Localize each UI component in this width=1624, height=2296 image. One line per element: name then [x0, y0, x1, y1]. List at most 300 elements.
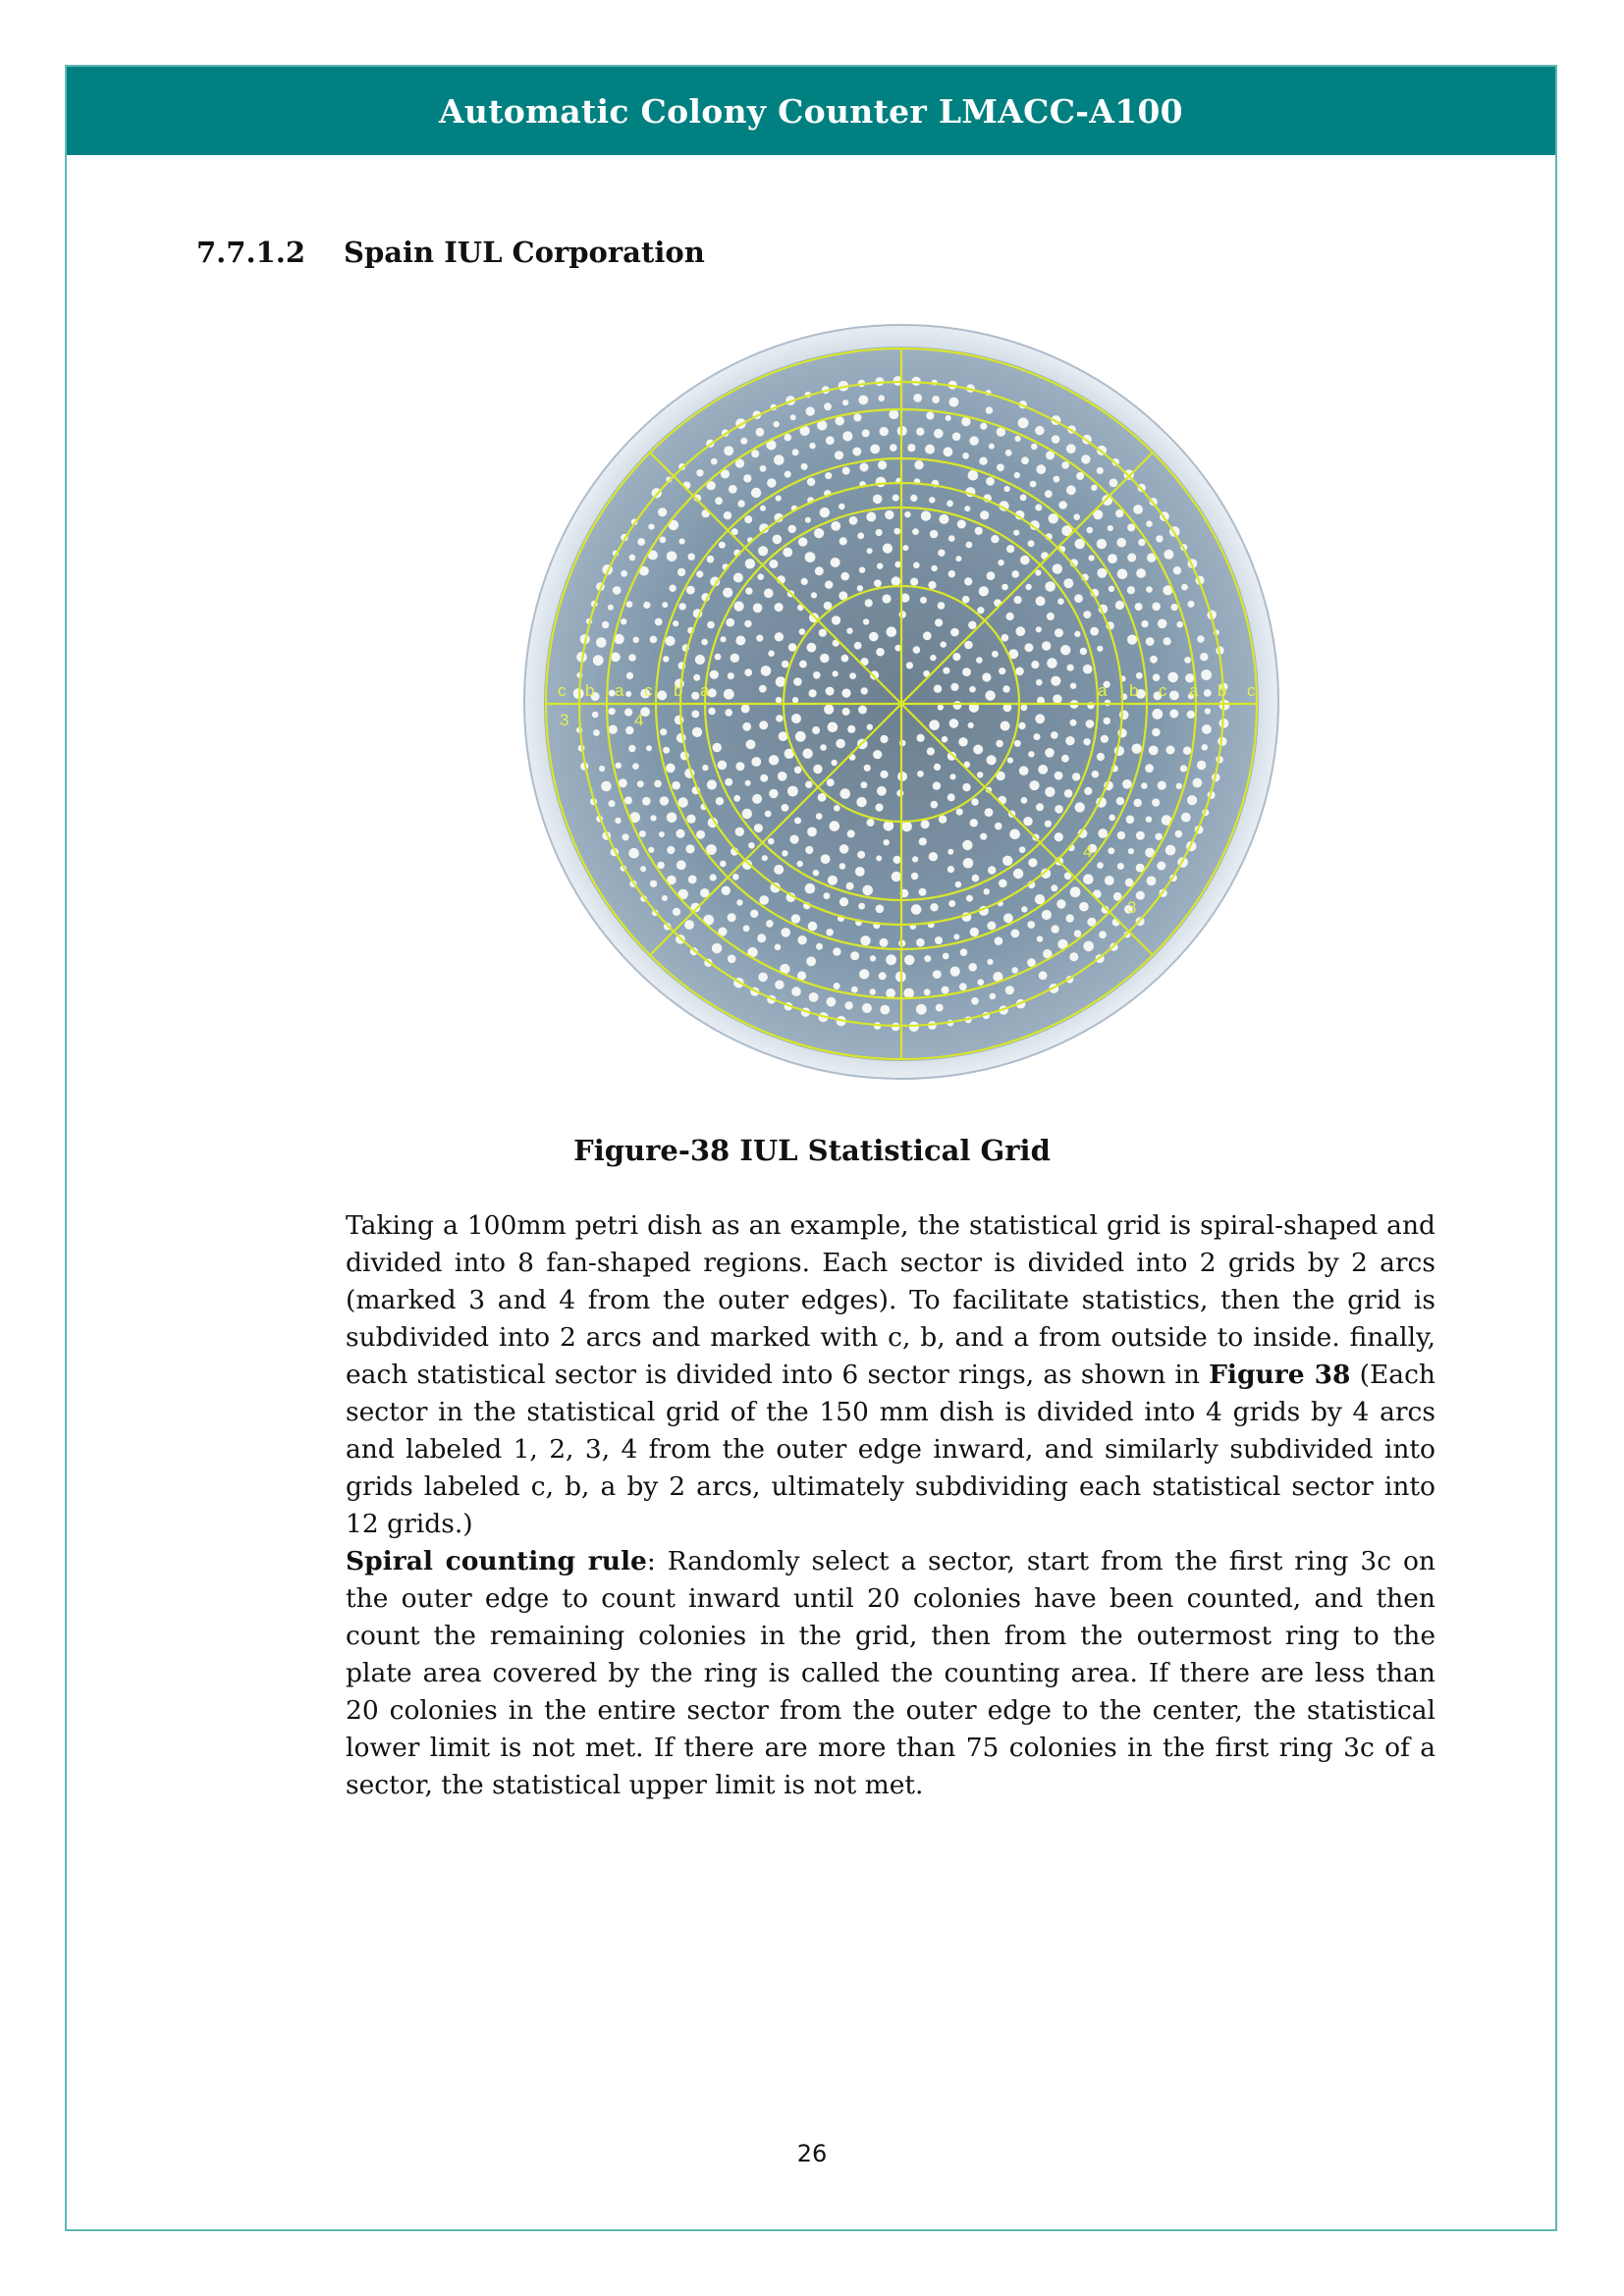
colony	[1147, 877, 1157, 886]
colony	[599, 766, 605, 772]
colony	[1036, 803, 1044, 811]
colony	[950, 683, 958, 691]
colony	[880, 771, 888, 778]
grid-label: c	[644, 681, 653, 700]
colony	[667, 846, 675, 854]
colony	[846, 628, 852, 634]
colony	[995, 936, 1003, 945]
colony	[929, 852, 938, 861]
colony	[1014, 472, 1020, 478]
colony	[745, 587, 752, 594]
colony	[927, 747, 935, 755]
colony	[1187, 711, 1195, 719]
colony	[1167, 672, 1178, 683]
colony	[876, 905, 885, 914]
colony	[1097, 646, 1103, 652]
colony	[787, 786, 798, 797]
colony	[948, 900, 955, 907]
colony	[934, 764, 941, 771]
colony	[948, 535, 955, 542]
colony	[1010, 930, 1019, 938]
colony	[1202, 744, 1209, 751]
colony	[893, 856, 901, 864]
colony	[744, 668, 752, 676]
colony	[942, 987, 949, 994]
colony	[870, 955, 876, 961]
colony	[857, 533, 864, 540]
colony	[673, 908, 680, 916]
colony	[609, 708, 616, 715]
colony	[934, 685, 942, 693]
colony	[624, 709, 632, 717]
colony	[841, 689, 850, 698]
colony	[736, 899, 742, 905]
colony	[745, 559, 755, 568]
colony	[658, 507, 667, 516]
colony	[791, 714, 801, 723]
colony	[1029, 780, 1039, 790]
colony	[769, 789, 778, 798]
colony	[1084, 787, 1092, 795]
colony	[702, 765, 708, 771]
colony	[949, 719, 959, 728]
colony	[1039, 971, 1048, 980]
colony	[672, 781, 680, 790]
colony	[648, 847, 654, 853]
colony	[592, 712, 599, 719]
colony	[773, 421, 779, 427]
colony	[715, 654, 722, 661]
colony	[646, 745, 652, 751]
colony	[867, 819, 875, 827]
colony	[1099, 931, 1107, 938]
colony	[1070, 720, 1077, 726]
colony	[880, 735, 888, 743]
colony	[827, 997, 837, 1007]
colony	[939, 514, 948, 524]
colony	[1157, 862, 1165, 871]
colony	[677, 797, 687, 807]
colony	[1066, 444, 1076, 454]
colony	[986, 406, 993, 413]
colony	[1073, 513, 1080, 520]
colony	[1009, 829, 1020, 840]
colony	[1119, 711, 1129, 721]
colony	[805, 517, 811, 523]
colony	[623, 833, 629, 840]
colony	[921, 820, 930, 828]
colony	[1155, 833, 1162, 840]
colony	[973, 745, 983, 755]
colony	[858, 706, 867, 715]
colony	[830, 821, 840, 831]
colony	[782, 850, 787, 856]
colony	[809, 992, 819, 1002]
colony	[669, 585, 676, 592]
paragraph-description	[346, 1207, 1435, 1543]
colony	[935, 936, 943, 944]
colony	[873, 750, 882, 759]
colony	[701, 639, 708, 646]
grid-label: b	[674, 681, 683, 700]
colony	[1097, 539, 1107, 549]
colony	[724, 689, 734, 700]
colony	[917, 734, 925, 742]
colony	[708, 708, 715, 715]
colony	[696, 570, 703, 577]
colony	[1070, 886, 1081, 897]
colony	[1015, 667, 1024, 676]
colony	[619, 778, 627, 787]
colony	[768, 838, 775, 845]
colony	[743, 474, 751, 482]
colony	[1091, 485, 1097, 491]
statistical-grid	[546, 348, 1257, 1059]
colony	[1089, 555, 1095, 561]
colony	[788, 525, 796, 533]
colony	[1083, 611, 1091, 618]
colony	[807, 643, 817, 653]
colony	[1005, 986, 1014, 994]
colony	[1146, 586, 1153, 593]
colony	[677, 568, 685, 576]
colony	[883, 544, 893, 554]
colony	[861, 687, 868, 694]
colony	[650, 815, 656, 821]
colony	[917, 771, 924, 777]
colony	[1150, 656, 1158, 664]
colony	[806, 406, 815, 415]
colony	[1031, 444, 1038, 451]
colony	[929, 497, 935, 503]
colony	[931, 801, 939, 809]
colony	[904, 511, 910, 517]
colony	[1055, 805, 1063, 814]
colony	[639, 830, 646, 837]
colony	[1021, 704, 1028, 711]
colony	[762, 855, 768, 861]
colony	[789, 835, 798, 844]
colony	[735, 762, 744, 771]
colony	[746, 740, 756, 750]
colony	[1053, 563, 1062, 573]
colony	[836, 416, 844, 425]
colony	[984, 888, 990, 894]
colony	[913, 394, 922, 402]
colony	[933, 970, 942, 979]
colony	[1053, 694, 1061, 703]
colony	[824, 402, 832, 410]
colony	[1035, 426, 1044, 435]
colony	[691, 692, 699, 700]
colony	[1011, 570, 1019, 578]
colony	[1152, 603, 1161, 612]
colony	[791, 987, 801, 996]
rule-text: : Randomly select a sector, start from the first ring 3c on the outer edge to count inward until 20 colonies have been counted, and then count the remaining colonies in the grid, then from the outermost ring to the plate area covered by the ring is called the counting area. If there are less than 20 colonies in the entire sector from the outer edge to the center, the statistical lower limit is not met. If there are more than 75 colonies in the first ring 3c of a sector, the statistical upper limit is not met.	[346, 1546, 1435, 1800]
colony	[1181, 584, 1188, 591]
colony	[596, 637, 607, 648]
colony	[751, 450, 759, 457]
colony	[840, 572, 849, 581]
colony	[807, 828, 817, 837]
colony	[1138, 539, 1145, 546]
colony	[756, 428, 765, 437]
colony	[889, 409, 898, 419]
colony	[863, 618, 869, 624]
colony	[880, 427, 889, 436]
colony	[950, 967, 960, 977]
colony	[991, 535, 999, 543]
colony	[962, 840, 972, 850]
colony	[1058, 501, 1067, 509]
colony	[761, 666, 772, 676]
colony	[663, 747, 670, 754]
colony	[1156, 535, 1163, 542]
colony	[801, 463, 808, 470]
colony	[841, 655, 849, 663]
colony	[728, 672, 734, 679]
colony	[667, 552, 677, 562]
colony	[642, 797, 651, 806]
colony	[853, 413, 861, 421]
colony	[1128, 848, 1134, 854]
colony	[833, 947, 840, 955]
paragraph-description-b: (Each sector in the statistical grid of the 150 mm dish is divided into 4 grids by 4 arcs and labeled 1, 2, 3, 4 from the outer edge inward, and similarly subdivided into grids labeled c, b, a by 2 arcs, ultimately subdividing each statistical sector into 12 grids.)	[346, 1360, 1435, 1539]
colony	[968, 722, 974, 728]
colony	[1202, 724, 1212, 734]
colony	[896, 789, 903, 796]
colony	[978, 979, 985, 986]
colony	[722, 886, 731, 895]
colony	[1136, 672, 1143, 679]
colony	[1066, 485, 1076, 495]
colony	[947, 501, 953, 507]
colony	[1083, 738, 1090, 745]
colony	[867, 724, 873, 730]
colony	[1176, 621, 1183, 628]
colony	[815, 566, 824, 575]
colony	[887, 626, 897, 637]
ring-label: 3	[1127, 898, 1137, 917]
colony	[1047, 658, 1057, 668]
colony	[782, 661, 789, 668]
colony	[1051, 676, 1060, 686]
colony	[955, 556, 961, 561]
paragraph-description-a: Taking a 100mm petri dish as an example, the statistical grid is spiral-shaped and divided into 8 fan-shaped regions. Each sector is divided into 2 grids by 2 arcs (marked 3 and 4 from the outer edges). To facilitate statistics, then the grid is subdivided into 2 arcs and marked with c, b, and a from outside to inside. finally, each statistical sector is divided into 6 sector rings, as shown in	[346, 1210, 1435, 1390]
colony	[1116, 538, 1126, 548]
colony	[869, 632, 879, 642]
colony	[1034, 733, 1041, 740]
colony	[865, 599, 873, 607]
colony	[1200, 653, 1208, 661]
colony	[624, 796, 632, 804]
colony	[964, 506, 970, 511]
grid-label: a	[615, 681, 624, 700]
colony	[616, 763, 622, 769]
colony	[1021, 456, 1029, 464]
colony	[1133, 505, 1143, 514]
colony	[970, 928, 979, 936]
colony	[1065, 736, 1074, 745]
colony	[884, 839, 890, 845]
colony	[1187, 795, 1197, 805]
colony	[802, 749, 812, 759]
colony	[876, 855, 882, 861]
colony	[1116, 797, 1124, 805]
colony	[1027, 921, 1035, 929]
colony	[923, 631, 932, 640]
colony	[1002, 685, 1009, 692]
colony	[775, 632, 784, 641]
colony	[864, 765, 871, 772]
colony	[1083, 941, 1094, 952]
colony	[877, 563, 883, 569]
colony	[1060, 645, 1070, 655]
colony	[977, 772, 983, 777]
colony	[820, 654, 829, 663]
colony	[1025, 584, 1031, 590]
colony	[854, 642, 862, 650]
colony	[1031, 661, 1039, 668]
grid-label: b	[1129, 681, 1139, 700]
colony	[769, 560, 778, 568]
colony	[856, 797, 866, 807]
colony	[893, 528, 900, 535]
colony	[931, 565, 937, 571]
colony	[995, 823, 1002, 830]
colony	[1018, 417, 1029, 428]
colony	[724, 446, 733, 455]
colony	[707, 556, 715, 563]
colony	[1117, 569, 1128, 580]
colony	[632, 763, 639, 770]
colony	[808, 922, 818, 932]
colony	[751, 757, 761, 767]
colony	[892, 576, 901, 586]
colony	[1141, 620, 1148, 627]
ring-label: 3	[560, 711, 569, 729]
colony	[726, 618, 734, 627]
colony	[867, 548, 873, 554]
colony	[879, 972, 887, 980]
colony	[964, 577, 972, 585]
colony	[759, 895, 769, 905]
colony	[842, 431, 852, 441]
colony	[782, 804, 789, 812]
colony	[987, 755, 997, 765]
colony	[1104, 718, 1110, 724]
colony	[1079, 902, 1089, 912]
colony	[807, 478, 815, 486]
colony	[882, 594, 891, 603]
colony	[820, 744, 827, 751]
colony	[731, 654, 739, 663]
colony	[857, 585, 863, 591]
colony	[1014, 740, 1021, 747]
colony	[969, 686, 976, 693]
colony	[1080, 648, 1087, 655]
colony	[696, 469, 703, 476]
colony	[1051, 731, 1058, 739]
colony	[735, 636, 745, 646]
colony	[1036, 464, 1046, 474]
colony	[1097, 862, 1104, 869]
colony	[1001, 721, 1010, 731]
colony	[643, 602, 650, 609]
colony	[792, 697, 798, 703]
rule-term: Spiral counting rule	[346, 1546, 647, 1576]
colony	[1108, 554, 1117, 563]
colony	[743, 925, 750, 932]
colony	[1003, 913, 1013, 923]
colony	[913, 562, 920, 569]
colony	[1020, 556, 1030, 565]
colony	[1165, 845, 1176, 856]
colony	[980, 510, 989, 519]
colony	[831, 760, 837, 766]
colony	[794, 767, 802, 774]
colony	[1035, 714, 1045, 723]
colony	[825, 472, 832, 479]
colony	[1098, 828, 1108, 838]
colony	[791, 914, 800, 923]
colony	[684, 920, 694, 930]
colony	[952, 432, 961, 441]
colony	[930, 530, 938, 538]
colony	[948, 398, 958, 407]
colony	[816, 943, 823, 950]
colony	[795, 731, 806, 742]
colony	[793, 677, 802, 686]
colony	[1066, 914, 1074, 922]
colony	[930, 903, 938, 911]
colony	[744, 515, 752, 523]
colony	[1127, 554, 1136, 562]
colony	[659, 831, 665, 837]
colony	[732, 874, 739, 881]
colony	[860, 935, 870, 945]
colony	[629, 555, 636, 561]
colony	[640, 866, 646, 872]
colony	[828, 876, 838, 885]
colony	[870, 988, 876, 994]
section-number: 7.7.1.2	[196, 236, 306, 269]
colony	[608, 605, 614, 611]
colony	[1038, 765, 1048, 774]
colony	[735, 828, 744, 836]
colony	[725, 778, 732, 786]
colony	[805, 883, 816, 894]
colony	[744, 620, 751, 627]
colony	[1052, 435, 1060, 444]
colony	[834, 805, 840, 812]
colony	[953, 934, 959, 939]
colony	[914, 460, 923, 469]
colony	[760, 465, 767, 472]
colony	[955, 881, 962, 888]
colony	[929, 720, 940, 730]
colony	[1001, 584, 1008, 591]
colony	[806, 957, 816, 967]
colony	[876, 648, 885, 657]
colony	[1042, 910, 1052, 920]
colony	[1035, 569, 1041, 575]
ring-label: 4	[634, 711, 644, 729]
colony	[831, 521, 840, 531]
colony	[885, 510, 893, 519]
colony	[839, 844, 849, 854]
colony	[785, 434, 792, 442]
